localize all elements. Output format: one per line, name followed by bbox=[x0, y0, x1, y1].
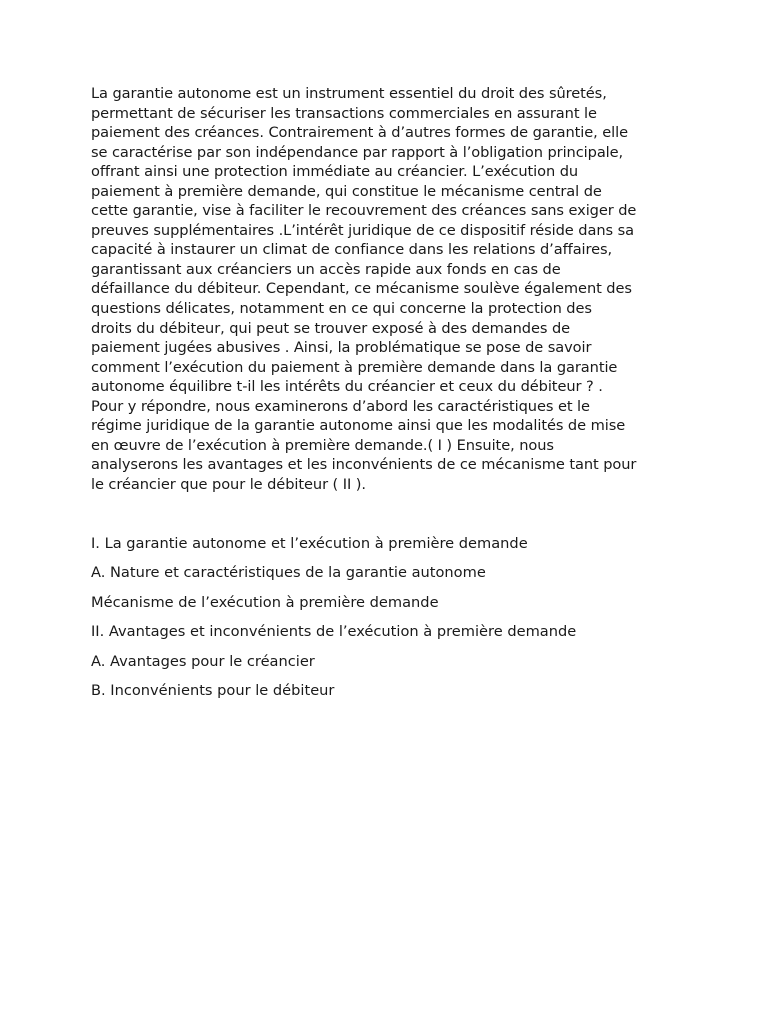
outline-list bbox=[91, 534, 687, 710]
outline-heading-part-1: I. La garantie autonome et l’exécution à première demande bbox=[91, 535, 528, 552]
outline-subheading-1a: A. Nature et caractéristiques de la garantie autonome bbox=[91, 564, 486, 582]
outline-heading-part-2: II. Avantages et inconvénients de l’exécution à première demande bbox=[91, 623, 577, 641]
outline-subheading-2b: B. Inconvénients pour le débiteur bbox=[91, 681, 335, 699]
outline-subheading-2a: A. Avantages pour le créancier bbox=[91, 652, 315, 670]
intro-paragraph: La garantie autonome est un instrument essentiel du droit des sûretés, permettant de sécuriser les transactions commerciales en assurant le paiement des créances. Contrairement à d’autres formes de garantie, elle se caractérise par son indépendance par rapport à l’obligation principale, offrant ainsi une protection immédiate au créancier. L’exécution du paiement à première demande, qui constitue le mécanisme central de cette garantie, vise à faciliter le recouvrement des créances sans exiger de preuves supplémentaires .L’intérêt juridique de ce dispositif réside dans sa capacité à instaurer un climat de confiance dans les relations d’affaires, garantissant aux créanciers un accès rapide aux fonds en cas de défaillance du débiteur. Cependant, ce mécanisme soulève également des questions délicates, notamment en ce qui concerne la protection des droits du débiteur, qui peut se trouver exposé à des demandes de paiement jugées abusives . Ainsi, la problématique se pose de savoir comment l’exécution du paiement à première demande dans la garantie autonome équilibre t-il les intérêts du créancier et ceux du débiteur ? . Pour y répondre, nous examinerons d’abord les caractéristiques et le régime juridique de la garantie autonome ainsi que les modalités de mise en œuvre de l’exécution à première demande.( I ) Ensuite, nous analyserons les avantages et les inconvénients de ce mécanisme tant pour le créancier que pour le débiteur ( II ). bbox=[91, 85, 637, 493]
outline-subheading-1b: Mécanisme de l’exécution à première demande bbox=[91, 593, 439, 611]
